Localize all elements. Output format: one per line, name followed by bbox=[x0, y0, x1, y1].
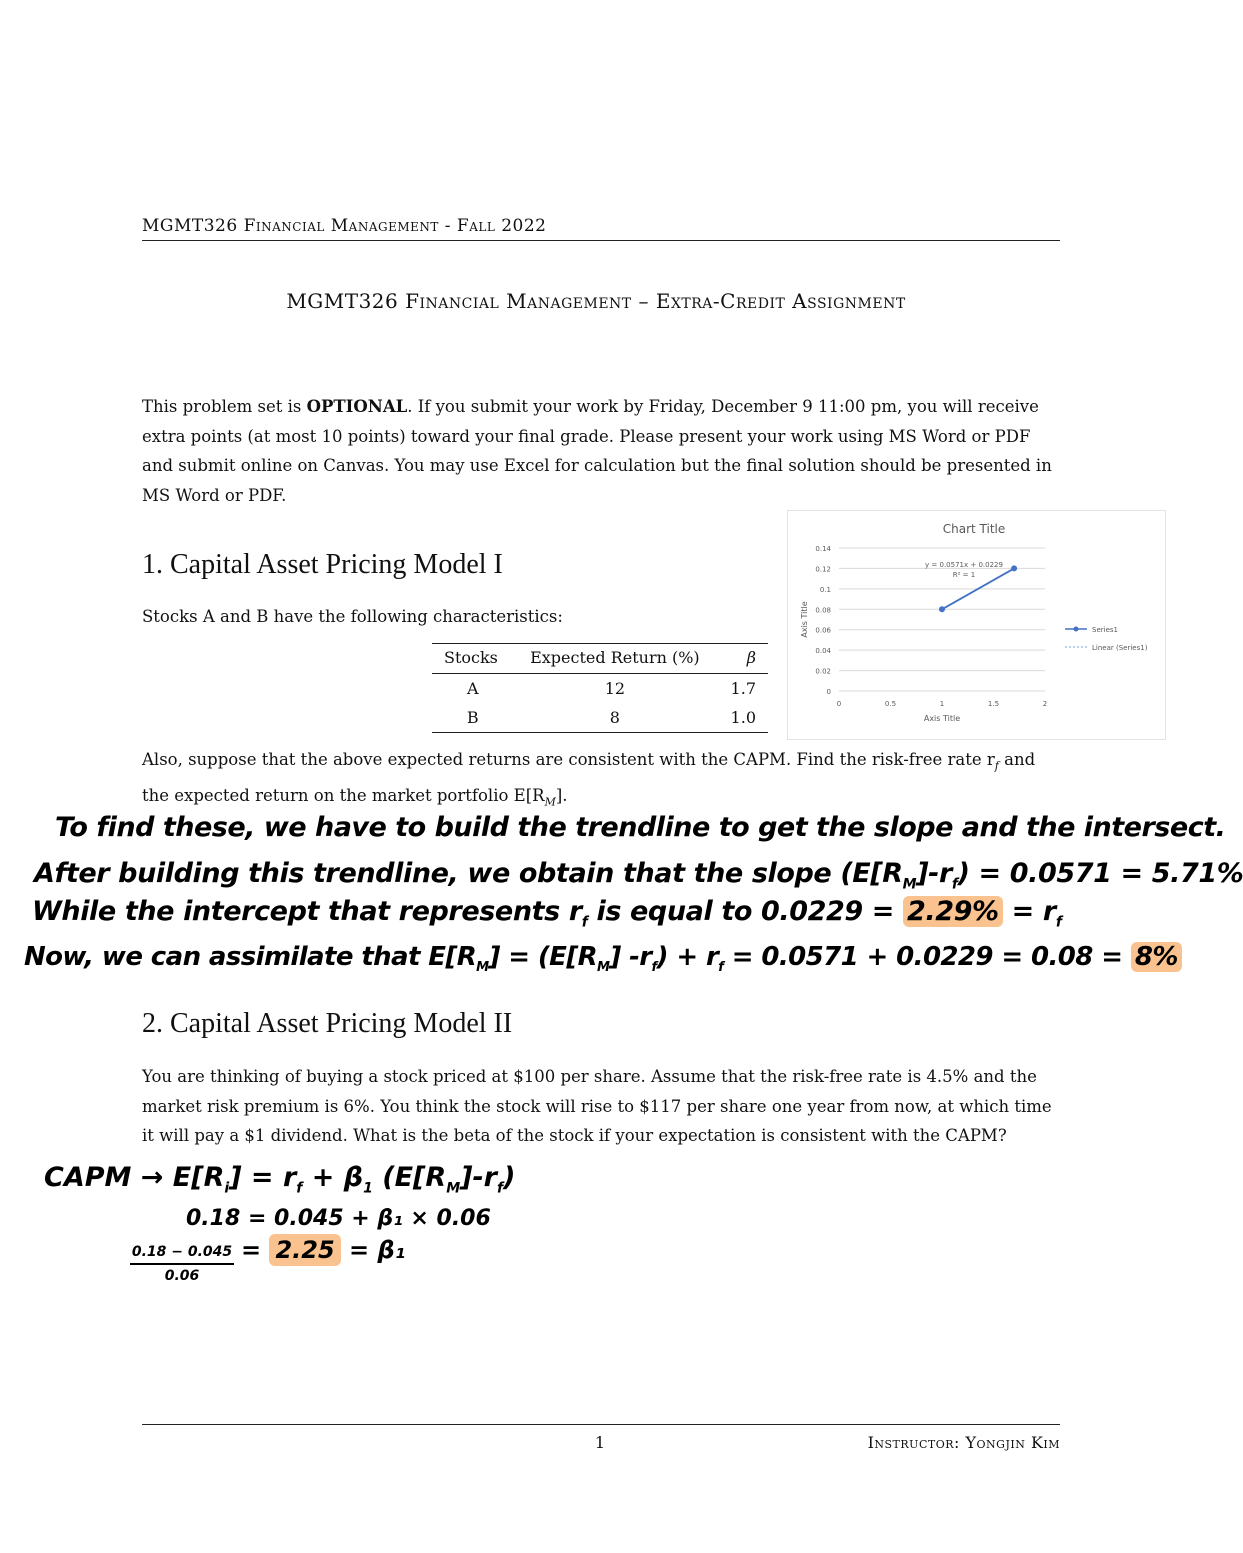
stocks-table bbox=[432, 643, 768, 733]
table-cell: A bbox=[466, 679, 479, 698]
hw-sub: 1 bbox=[363, 1180, 373, 1197]
hw-sub: f bbox=[718, 960, 724, 976]
y-tick-label: 0.06 bbox=[815, 626, 831, 635]
hw-sub: f bbox=[651, 960, 657, 976]
footer-rule bbox=[142, 1424, 1060, 1425]
section2-text: You are thinking of buying a stock priced at $100 per share. Assume that the risk-free rate is 4.5% and the market risk premium is 6%. You think the stock will rise to $117 per share one year from now, at which time it will pay a $1 dividend. What is the beta of the stock if your expectation is consistent with the CAPM? bbox=[142, 1067, 1052, 1145]
y-tick-label: 0.1 bbox=[819, 585, 831, 594]
handwritten-answer-1-line-3 bbox=[32, 896, 1062, 930]
table-cell: 1.0 bbox=[716, 703, 768, 733]
intro-paragraph bbox=[142, 392, 1060, 510]
hw-text: While the intercept that represents r bbox=[32, 896, 582, 927]
handwritten-answer-1-line-1: To find these, we have to build the trendline to get the slope and the intersect. bbox=[55, 812, 1226, 843]
table-cell: 1.7 bbox=[730, 679, 756, 698]
data-point bbox=[939, 606, 945, 612]
hw-text: = r bbox=[1002, 896, 1056, 927]
x-tick-label: 1 bbox=[939, 700, 945, 708]
hw-text: ] -r bbox=[609, 942, 652, 972]
table-row bbox=[432, 703, 768, 733]
y-tick-label: 0.08 bbox=[815, 606, 831, 615]
legend-series-label: Series1 bbox=[1092, 626, 1118, 634]
table-header: Expected Return (%) bbox=[514, 644, 717, 674]
hw-text: CAPM → E[R bbox=[44, 1162, 225, 1193]
question-text-end: ]. bbox=[555, 785, 568, 805]
table-row bbox=[432, 674, 768, 704]
hw-text: = 0.0571 + 0.0229 = 0.08 = bbox=[723, 942, 1131, 972]
hw-sub: f bbox=[1055, 914, 1062, 931]
hw-text: + β bbox=[302, 1162, 364, 1193]
trendline-r2: R² = 1 bbox=[952, 571, 976, 579]
data-point bbox=[1011, 565, 1017, 571]
page-number: 1 bbox=[594, 1433, 606, 1452]
x-tick-label: 0.5 bbox=[884, 700, 897, 708]
question-sub: f bbox=[994, 759, 999, 773]
table-header: Stocks bbox=[432, 644, 514, 674]
hw-text: = β₁ bbox=[349, 1236, 406, 1264]
section2-title: 2. Capital Asset Pricing Model II bbox=[142, 1008, 513, 1039]
page-title: MGMT326 Financial Management – Extra-Credit Assignment bbox=[286, 289, 906, 313]
legend-series-marker bbox=[1074, 627, 1079, 632]
hw-text: is equal to 0.0229 = bbox=[587, 896, 903, 927]
handwritten-step-2: 0.18 = 0.045 + β₁ × 0.06 bbox=[186, 1206, 491, 1231]
handwritten-fraction bbox=[130, 1243, 234, 1285]
y-axis-title: Axis Title bbox=[800, 601, 809, 638]
hw-text: (E[R bbox=[372, 1162, 447, 1193]
y-tick-label: 0.12 bbox=[815, 565, 831, 574]
intro-lead: This problem set is bbox=[142, 397, 307, 416]
hw-text: ]-r bbox=[460, 1162, 497, 1193]
section1-title: 1. Capital Asset Pricing Model I bbox=[142, 549, 503, 580]
hw-text: ) = 0.0571 = 5.71% bbox=[957, 858, 1243, 889]
x-tick-label: 1.5 bbox=[987, 700, 1000, 708]
hw-text: ) + r bbox=[656, 942, 719, 972]
question-text-2: and the expected return on the market portfolio E[R bbox=[142, 750, 1036, 805]
fraction-denominator: 0.06 bbox=[164, 1268, 200, 1284]
y-tick-label: 0.02 bbox=[815, 667, 831, 676]
hw-sub: M bbox=[902, 876, 917, 893]
risk-free-rate-highlight: 2.29% bbox=[903, 896, 1003, 927]
running-header: MGMT326 Financial Management - Fall 2022 bbox=[142, 216, 547, 236]
hw-text: = bbox=[241, 1236, 262, 1264]
chart-title: Chart Title bbox=[942, 522, 1006, 536]
hw-text: After building this trendline, we obtain that the slope (E[R bbox=[34, 858, 903, 889]
table-cell: 12 bbox=[604, 679, 626, 698]
section1-lead: Stocks A and B have the following characteristics: bbox=[142, 607, 563, 626]
intro-optional: OPTIONAL bbox=[306, 397, 408, 416]
hw-text: Now, we can assimilate that E[R bbox=[24, 942, 477, 972]
hw-sub: i bbox=[224, 1180, 230, 1197]
question-text: Also, suppose that the above expected returns are consistent with the CAPM. Find the risk-free rate r bbox=[142, 750, 995, 769]
handwritten-beta-result bbox=[241, 1236, 405, 1264]
hw-text: ] = r bbox=[229, 1162, 297, 1193]
hw-sub: M bbox=[476, 960, 489, 976]
hw-text: ] = (E[R bbox=[488, 942, 598, 972]
excel-chart bbox=[787, 510, 1166, 740]
hw-text: ) bbox=[503, 1162, 516, 1193]
hw-sub: f bbox=[581, 914, 588, 931]
y-tick-label: 0.04 bbox=[815, 647, 831, 656]
handwritten-answer-1-line-4 bbox=[24, 942, 1182, 975]
hw-sub: M bbox=[446, 1180, 461, 1197]
hw-sub: M bbox=[597, 960, 610, 976]
x-tick-label: 0 bbox=[836, 700, 842, 708]
table-header: β bbox=[716, 644, 768, 674]
beta-highlight: 2.25 bbox=[269, 1234, 340, 1266]
table-cell: 8 bbox=[514, 703, 717, 733]
x-axis-title: Axis Title bbox=[923, 714, 961, 723]
intro-rest: . If you submit your work by Friday, December 9 11:00 pm, you will receive extra points (at most 10 points) toward your final grade. Please present your work using MS Word or PDF and submit online on Canvas. You may use Excel for calculation but the final solution should be presented in MS Word or PDF. bbox=[142, 397, 1052, 505]
chart-svg bbox=[788, 511, 1165, 739]
hw-text: ]-r bbox=[916, 858, 952, 889]
footer-instructor: Instructor: Yongjin Kim bbox=[867, 1433, 1060, 1452]
fraction-numerator: 0.18 − 0.045 bbox=[130, 1243, 234, 1265]
y-tick-label: 0 bbox=[826, 688, 831, 696]
trendline-equation: y = 0.0571x + 0.0229 bbox=[925, 561, 1003, 569]
header-rule bbox=[142, 240, 1060, 241]
section1-question bbox=[142, 745, 1062, 817]
question-sub-2: M bbox=[544, 795, 556, 809]
market-return-highlight: 8% bbox=[1131, 942, 1182, 972]
hw-sub: f bbox=[497, 1180, 504, 1197]
table-header-row bbox=[432, 644, 768, 674]
handwritten-capm-formula bbox=[44, 1162, 515, 1196]
legend-trend-label: Linear (Series1) bbox=[1092, 644, 1148, 652]
table-cell: B bbox=[432, 703, 514, 733]
hw-sub: f bbox=[296, 1180, 303, 1197]
y-tick-label: 0.14 bbox=[815, 545, 831, 553]
hw-sub: f bbox=[951, 876, 958, 893]
x-tick-label: 2 bbox=[1042, 700, 1048, 708]
handwritten-answer-1-line-2 bbox=[34, 858, 1243, 892]
